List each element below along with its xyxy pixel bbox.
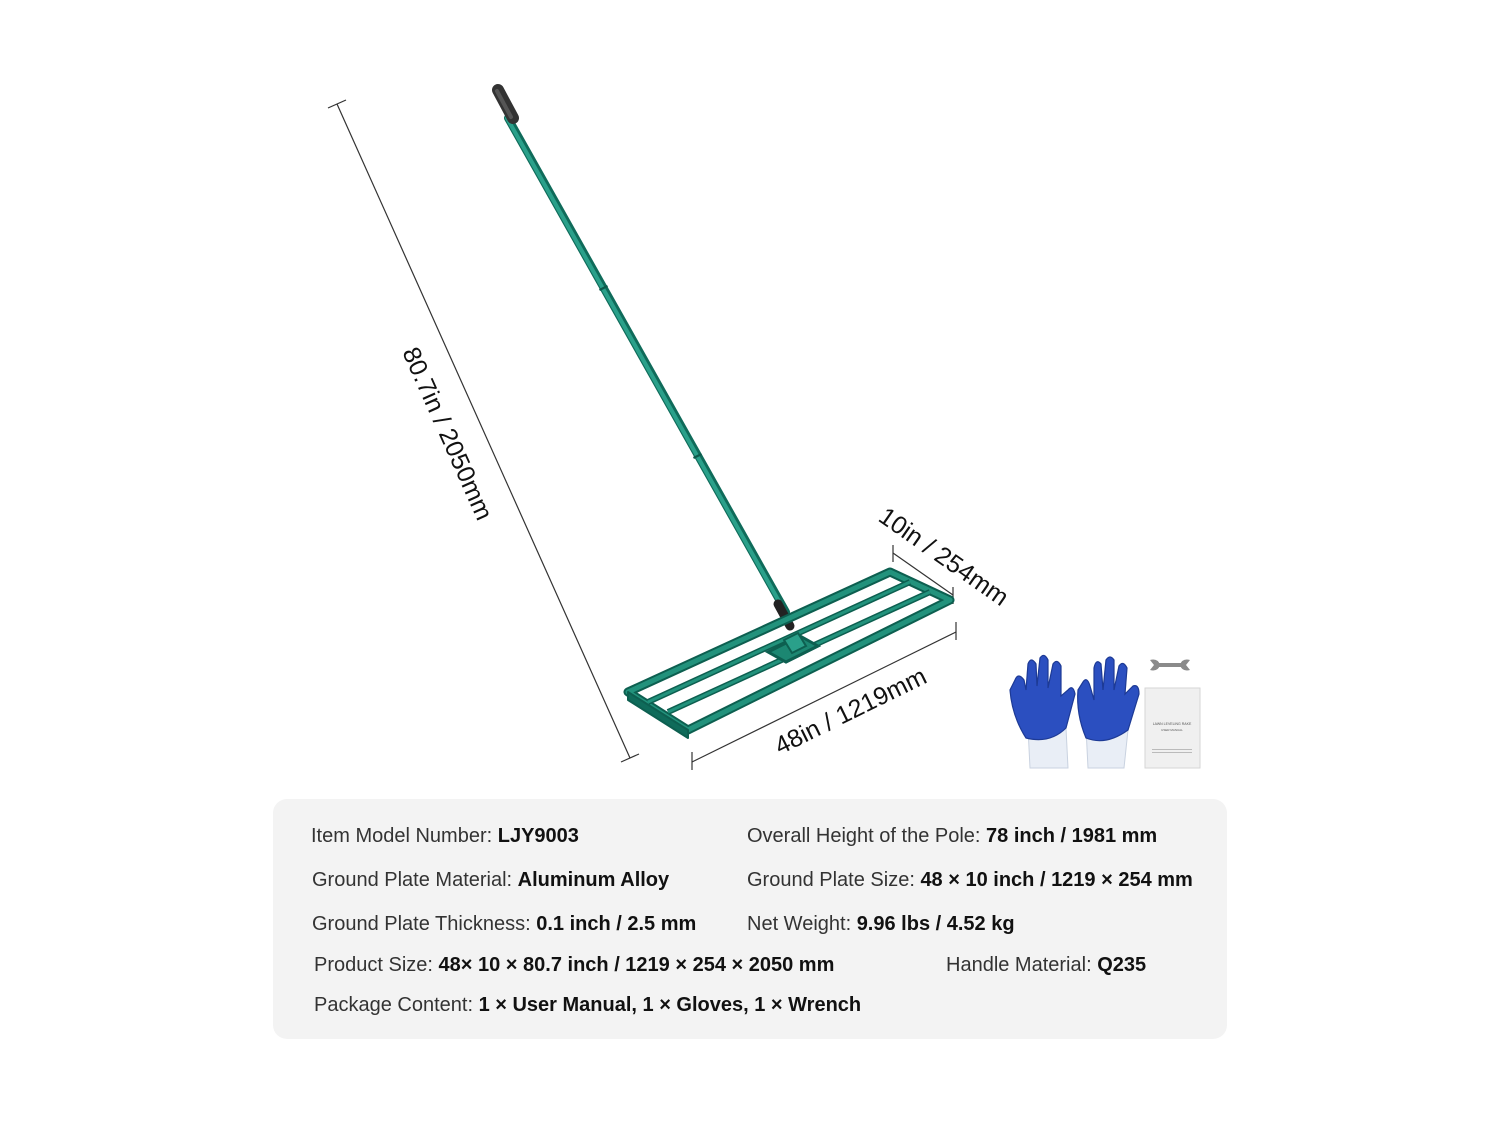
spec-value: LJY9003 — [497, 825, 579, 847]
user-manual-icon — [1145, 688, 1200, 768]
rake-pole — [507, 118, 786, 612]
manual-subtitle: USER MANUAL — [1161, 728, 1183, 732]
spec-ground-plate-size — [747, 868, 1193, 892]
spec-handle-material — [946, 953, 1146, 977]
spec-value: 78 inch / 1981 mm — [986, 825, 1158, 847]
spec-package-content — [314, 993, 861, 1017]
spec-overall-height — [747, 824, 1157, 848]
spec-ground-plate-material — [312, 868, 669, 892]
manual-title: LAWN LEVELING RAKE — [1152, 722, 1192, 726]
wrench-icon — [1150, 660, 1190, 671]
specifications-panel — [273, 799, 1227, 1039]
glove-icon — [1078, 657, 1139, 768]
spec-value: Aluminum Alloy — [517, 869, 670, 891]
spec-value: 48× 10 × 80.7 inch / 1219 × 254 × 2050 mm — [438, 954, 835, 976]
spec-value: 1 × User Manual, 1 × Gloves, 1 × Wrench — [478, 994, 862, 1016]
spec-item-model-number — [311, 824, 579, 848]
height-dimension-line — [328, 100, 639, 762]
pole-bracket — [768, 633, 818, 662]
spec-label: Net Weight: — [747, 913, 857, 935]
spec-label: Ground Plate Material: — [312, 869, 518, 891]
spec-label: Package Content: — [314, 994, 479, 1016]
glove-icon — [1010, 655, 1075, 768]
spec-label: Handle Material: — [946, 954, 1098, 976]
spec-ground-plate-thickness — [312, 912, 696, 936]
rake-grip — [497, 90, 513, 118]
spec-value: 9.96 lbs / 4.52 kg — [856, 913, 1015, 935]
spec-value: 48 × 10 inch / 1219 × 254 mm — [920, 869, 1193, 891]
height-dimension-label: 80.7in / 2050mm — [396, 343, 499, 525]
spec-label: Overall Height of the Pole: — [747, 825, 987, 847]
spec-label: Ground Plate Thickness: — [312, 913, 537, 935]
depth-dimension-label: 10in / 254mm — [873, 501, 1014, 612]
spec-value: Q235 — [1097, 954, 1147, 976]
spec-net-weight — [747, 912, 1015, 936]
width-dimension-label: 48in / 1219mm — [770, 662, 932, 761]
spec-value: 0.1 inch / 2.5 mm — [536, 913, 697, 935]
spec-label: Product Size: — [314, 954, 439, 976]
spec-label: Ground Plate Size: — [747, 869, 921, 891]
spec-label: Item Model Number: — [311, 825, 498, 847]
spec-product-size — [314, 953, 834, 977]
